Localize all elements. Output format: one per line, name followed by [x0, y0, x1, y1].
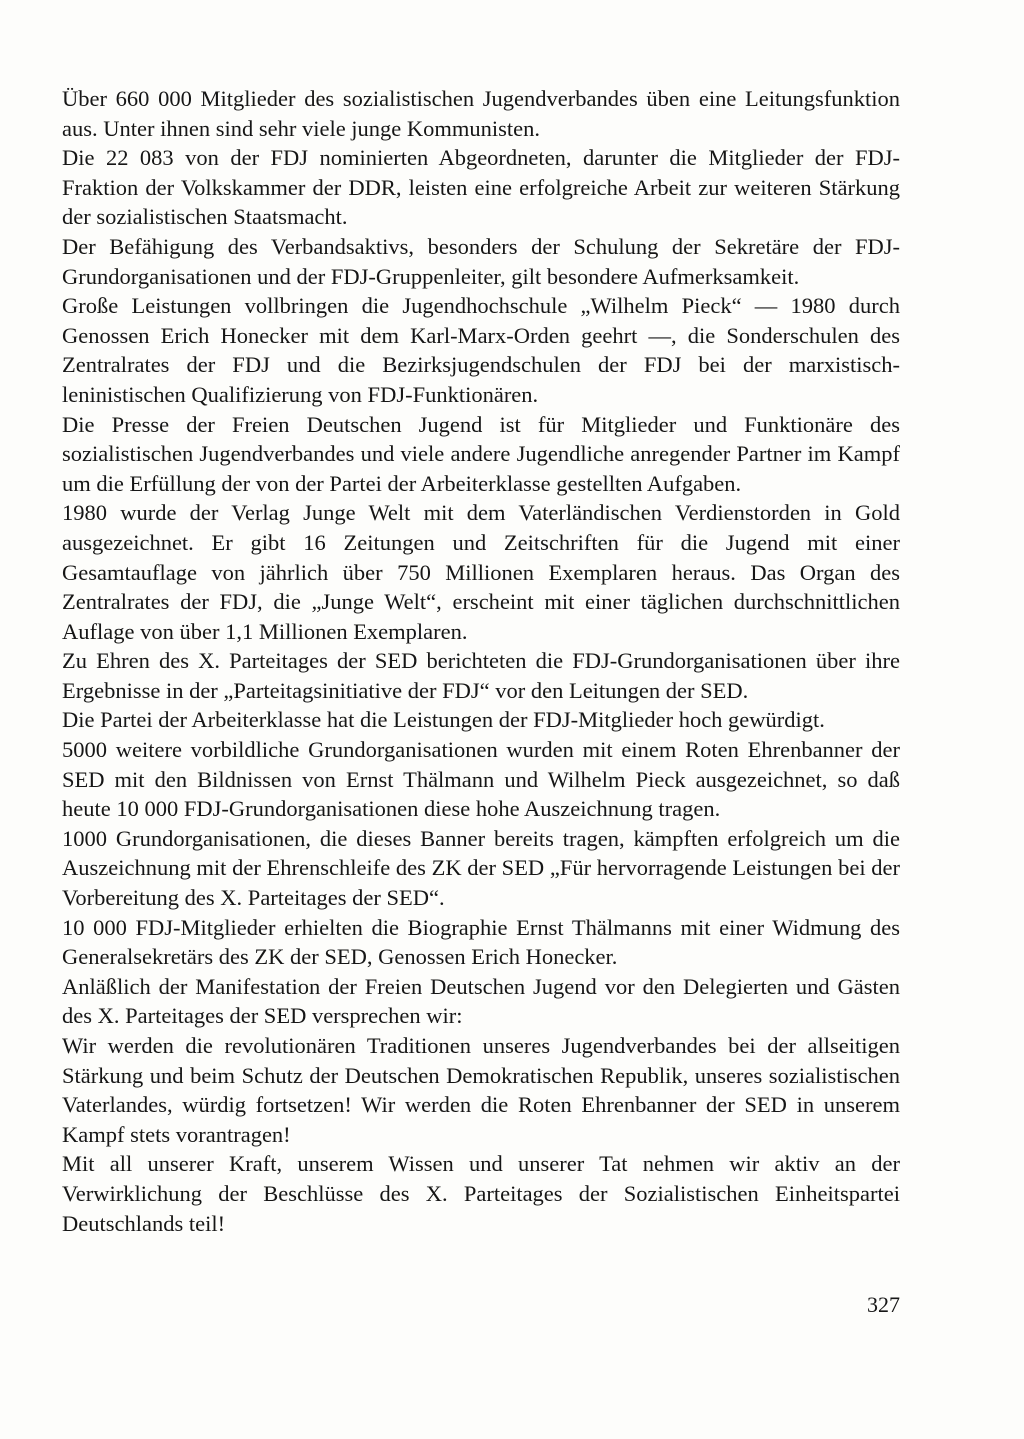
paragraph-1: Über 660 000 Mitglieder des sozialistischen Jugendverbandes üben eine Leitungsfunktion aus. Unter ihnen sind sehr viele junge Kommunisten.	[62, 86, 900, 141]
page-number: 327	[867, 1292, 900, 1317]
paragraph-7: Zu Ehren des X. Parteitages der SED berichteten die FDJ-Grundorganisationen über ihre Ergebnisse in der „Parteitagsinitiative der FDJ“ vor den Leitungen der SED.	[62, 648, 900, 703]
paragraph-8: Die Partei der Arbeiterklasse hat die Leistungen der FDJ-Mitglieder hoch gewürdigt.	[62, 707, 825, 733]
paragraph-10: 1000 Grundorganisationen, die dieses Banner bereits tragen, kämpften erfolgreich um die Auszeichnung mit der Ehrenschleife des ZK der SED „Für hervorragende Leistungen bei der Vorbereitung des X. Parteitages der SED“.	[62, 825, 900, 911]
paragraph-11: 10 000 FDJ-Mitglieder erhielten die Biographie Ernst Thälmanns mit einer Widmung des Generalsekretärs des ZK der SED, Genossen Erich Honecker.	[62, 914, 900, 970]
paragraph-4: Große Leistungen vollbringen die Jugendhochschule „Wilhelm Pieck“ — 1980 durch Genossen Erich Honecker mit dem Karl-Marx-Orden geehrt —, die Sonderschulen des Zentralrates der FDJ und die Bezirksjugendschulen der FDJ bei der marxistisch-leninistischen Qualifizierung von FDJ-Funktionären.	[62, 293, 900, 407]
paragraph-12: Anläßlich der Manifestation der Freien Deutschen Jugend vor den Delegierten und Gästen des X. Parteitages der SED versprechen wir:	[62, 973, 900, 1029]
body-text	[62, 84, 900, 1238]
paragraph-14: Mit all unserer Kraft, unserem Wissen und unserer Tat nehmen wir aktiv an der Verwirklichung der Beschlüsse des X. Parteitages der Sozialistischen Einheitspartei Deutschlands teil!	[62, 1151, 900, 1236]
paragraph-9: 5000 weitere vorbildliche Grundorganisationen wurden mit einem Roten Ehrenbanner der SED mit den Bildnissen von Ernst Thälmann und Wilhelm Pieck ausgezeichnet, so daß heute 10 000 FDJ-Grundorganisationen diese hohe Auszeichnung tragen.	[62, 737, 900, 822]
paragraph-6: 1980 wurde der Verlag Junge Welt mit dem Vaterländischen Verdienstorden in Gold ausgezeichnet. Er gibt 16 Zeitungen und Zeitschriften für die Jugend mit einer Gesamtauflage von jährlich über 750 Millionen Exemplaren heraus. Das Organ des Zentralrates der FDJ, die „Junge Welt“, erscheint mit einer täglichen durchschnittlichen Auflage von über 1,1 Millionen Exemplaren.	[62, 500, 900, 644]
paragraph-2: Die 22 083 von der FDJ nominierten Abgeordneten, darunter die Mitglieder der FDJ-Fraktion der Volkskammer der DDR, leisten eine erfolgreiche Arbeit zur weiteren Stärkung der sozialistischen Staatsmacht.	[62, 145, 900, 230]
paragraph-3: Der Befähigung des Verbandsaktivs, besonders der Schulung der Sekretäre der FDJ-Grundorganisationen und der FDJ-Gruppenleiter, gilt besondere Aufmerksamkeit.	[62, 233, 900, 289]
paragraph-13: Wir werden die revolutionären Traditionen unseres Jugendverbandes bei der allseitigen Stärkung und beim Schutz der Deutschen Demokratischen Republik, unseres sozialistischen Vaterlandes, würdig fortsetzen! Wir werden die Roten Ehrenbanner der SED in unserem Kampf stets vorantragen!	[62, 1033, 900, 1147]
paragraph-5: Die Presse der Freien Deutschen Jugend ist für Mitglieder und Funktionäre des sozialistischen Jugendverbandes und viele andere Jugendliche anregender Partner im Kampf um die Erfüllung der von der Partei der Arbeiterklasse gestellten Aufgaben.	[62, 411, 900, 496]
